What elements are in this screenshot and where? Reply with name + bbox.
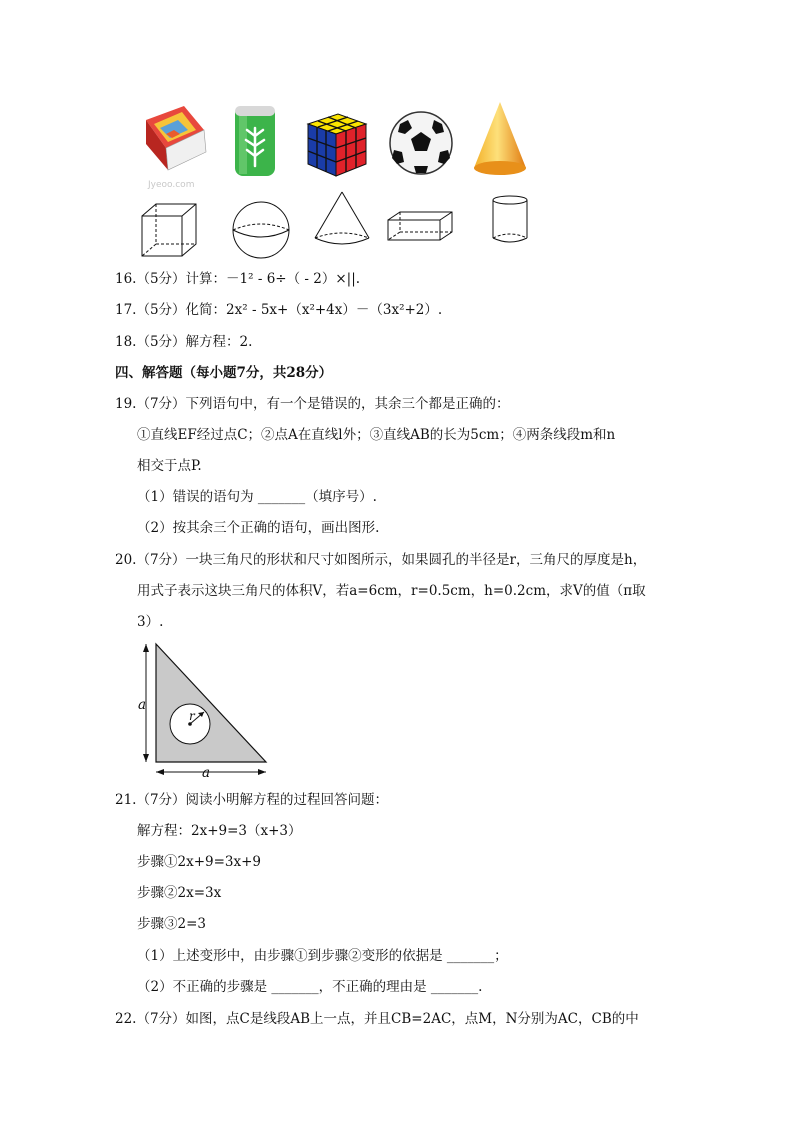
cone-object-image xyxy=(472,100,528,178)
question-21-stem: 21.（7分）阅读小明解方程的过程回答问题： xyxy=(115,792,389,808)
soccer-ball-image xyxy=(388,110,454,176)
question-21-equation: 解方程：2x+9=3（x+3） xyxy=(137,823,302,839)
dictionary-book-image xyxy=(138,100,210,180)
question-17: 17.（5分）化简：2x² - 5x+（x²+4x）－（3x²+2）. xyxy=(115,302,443,318)
cone-figure xyxy=(312,190,372,248)
question-19-part2: （2）按其余三个正确的语句，画出图形. xyxy=(137,520,380,536)
question-21-step3: 步骤③2=3 xyxy=(137,916,206,932)
rectangular-prism-figure xyxy=(386,210,454,242)
sphere-figure xyxy=(230,200,292,260)
question-20-line3: 3）. xyxy=(137,614,164,630)
figure-label-a-side: a xyxy=(138,697,147,713)
question-21-step2: 步骤②2x=3x xyxy=(137,885,222,901)
question-16: 16.（5分）计算：－1² - 6÷（ - 2）×||. xyxy=(115,271,361,287)
watermark-text: Jyeoo.com xyxy=(148,180,195,190)
question-19-line1: ①直线EF经过点C；②点A在直线l外；③直线AB的长为5cm；④两条线段m和n xyxy=(137,427,616,443)
cylinder-figure xyxy=(490,194,530,246)
question-19-line2: 相交于点P. xyxy=(137,458,202,474)
question-19-part1: （1）错误的语句为 _______（填序号）. xyxy=(137,489,377,505)
triangle-ruler-figure xyxy=(132,640,272,782)
figure-label-a-bottom: a xyxy=(202,765,211,781)
question-20-line2: 用式子表示这块三角尺的体积V，若a=6cm，r=0.5cm，h=0.2cm，求V的值（π取 xyxy=(137,583,646,599)
question-21-part2: （2）不正确的步骤是 _______，不正确的理由是 _______. xyxy=(137,979,483,995)
question-20-line1: 20.（7分）一块三角尺的形状和尺寸如图所示，如果圆孔的半径是r，三角尺的厚度是h， xyxy=(115,552,647,568)
question-22: 22.（7分）如图，点C是线段AB上一点，并且CB=2AC，点M，N分别为AC，CB的中 xyxy=(115,1011,639,1027)
section-heading: 四、解答题（每小题7分，共28分） xyxy=(115,365,333,381)
question-21-step1: 步骤①2x+9=3x+9 xyxy=(137,854,262,870)
drink-can-image xyxy=(232,102,278,178)
rubiks-cube-image xyxy=(304,110,370,180)
figure-label-r: r xyxy=(189,709,195,723)
question-21-part1: （1）上述变形中，由步骤①到步骤②变形的依据是 _______； xyxy=(137,948,508,964)
cube-figure xyxy=(140,202,200,258)
question-19-stem: 19.（7分）下列语句中，有一个是错误的，其余三个都是正确的： xyxy=(115,396,510,412)
question-18: 18.（5分）解方程：2. xyxy=(115,334,253,350)
